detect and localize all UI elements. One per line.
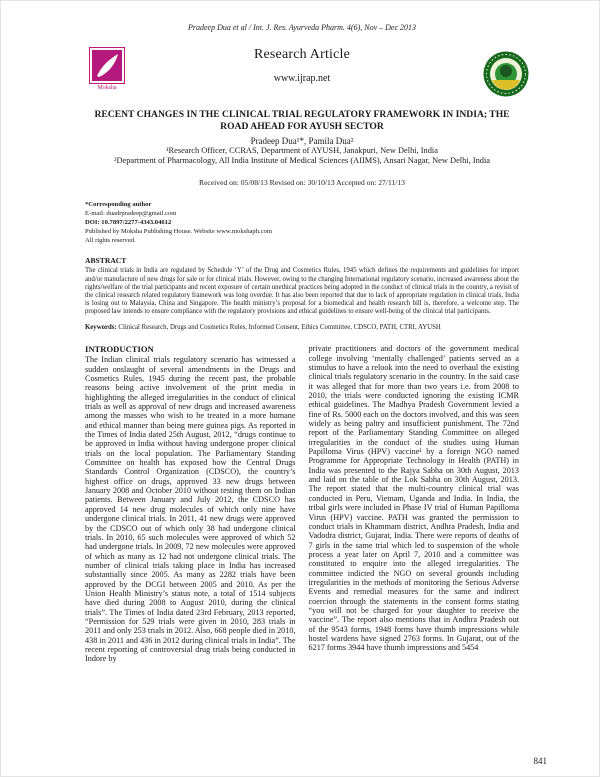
affiliation-1: ¹Research Officer, CCRAS, Department of AYUSH, Janakpuri, New Delhi, India <box>166 145 438 155</box>
article-title: RECENT CHANGES IN THE CLINICAL TRIAL REGULATORY FRAMEWORK IN INDIA; THE ROAD AHEAD FOR AYUSH SECTOR <box>94 109 510 133</box>
introduction-heading: INTRODUCTION <box>85 344 154 355</box>
authors-line: Pradeep Dua¹*, Pamila Dua² <box>250 135 354 146</box>
introduction-left-text: The Indian clinical trials regulatory scenario has witnessed a sudden onslaught of several amendments in the Drugs and Cosmetics Rules, 1945 during the recent past, the probable reasons being active involvement of the print media in highlighting the alleged irregularities in the conduct of clinical trials as well as approval of new drugs and increased awareness among the masses who wish to be treated in a more humane and ethical manner than being mere guinea pigs. As reported in the Times of India dated 25th August, 2012, “drugs continue to be approved in India without having undergone proper clinical trials on the local population. The Parliamentary Standing Committee on health has exposed how the Central Drugs Standards Control Organization (CDSCO), the country’s highest office on drugs, approved 33 new drugs between January 2008 and October 2010 without testing them on Indian patients. Between January and July 2012, the CDSCO has approved 14 new drug molecules of which only nine have undergone clinical trials. In 2011, 41 new drugs were approved by the CDSCO out of which only 38 had undergone clinical trials. In 2010, 65 such molecules were approved of which 52 had undergone trials. In 2009, 72 new molecules were approved of which as many as 12 had not undergone clinical trials. The number of clinical trials taking place in India has increased substantially since 2005. As many as 2282 trials have been approved by the DCGI between 2005 and 2010. As per the Union Health Ministry’s status note, a total of 1514 subjects have died during 2008 to August 2010, during the clinical trials”. The Times of India dated 23rd February, 2013 reported, “Permission for 529 trials were given in 2010, 283 trials in 2011 and only 253 trials in 2012. Also, 668 people died in 2010, 438 in 2011 and 436 in 2012 during clinical trials in India”. The recent reporting of controversial drug trials being conducted in Indore by <box>85 355 296 664</box>
article-body <box>85 344 519 748</box>
corresponding-author-label: *Corresponding author <box>85 200 152 208</box>
article-type-heading: Research Article <box>253 47 351 62</box>
rights-line: All rights reserved. <box>85 236 136 244</box>
corresponding-email[interactable]: E-mail: duadrpradeep@gmail.com <box>85 209 177 217</box>
journal-emblem <box>483 51 529 102</box>
doi-line: DOI: 10.7897/2277-4343.04612 <box>85 218 172 226</box>
correspondence-block <box>85 201 519 245</box>
page-number: 841 <box>533 756 547 766</box>
affiliation-2: ²Department of Pharmacology, All India Institute of Medical Sciences (AIIMS), Ansari Nagar, New Delhi, India <box>113 156 491 166</box>
running-head: Pradeep Dua et al / Int. J. Res. Ayurveda Pharm. 4(6), Nov – Dec 2013 <box>187 23 417 32</box>
journal-emblem-icon <box>483 51 529 97</box>
svg-text:Moksha: Moksha <box>97 85 117 91</box>
keywords-text: Clinical Research, Drugs and Cosmetics Rules, Informed Consent, Ethics Committee, CDSCO, PATH, CTRI, AYUSH <box>116 324 441 332</box>
introduction-right-text: private practitioners and doctors of the government medical college involving ‘mentally challenged’ patients served as a stimulus to have a relook into the need to overhaul the existing clinical trials regulatory scenario in the country. In the said case it was alleged that for more than two years i.e. from 2008 to 2010, the trials were conducted ignoring the existing ICMR ethical guidelines. The Madhya Pradesh Government levied a fine of Rs. 5000 each on the doctors involved, and this was seen widely as being paltry and insufficient punishment. The 72nd report of the Parliamentary Standing Committee on alleged irregularities in the conduct of the studies using Human Papilloma Virus (HPV) vaccine¹ by a foreign NGO named Programme for Appropriate Technology in Health (PATH) in India was presented to the Rajya Sabha on 30th August, 2013 and laid on the table of the Lok Sabha on 30th August, 2013. The report stated that the multi-country clinical trial was conducted in Peru, Vietnam, Uganda and India. In India, the tribal girls were included in Phase IV trial of Human Papilloma Virus (HPV) vaccine. PATH was granted the permission to conduct trials in Khammam district, Andhra Pradesh, India and Vadodra district, Gujarat, India. There were reports of deaths of 7 girls in the same trial which led to suspension of the whole process a year later on April 7, 2010 and a committee was constituted to enquire into the alleged irregularities. The committee indicted the NGO on several grounds including irregularities in the methods of monitoring the Serious Adverse Events and remedial measures for the same and indirect coercion through the statements in the consent forms stating “you will not be charged for your daughter to receive the vaccine”. The report also mentions that in Andhra Pradesh out of the 9543 forms, 1948 forms have thumb impressions while hostel wardens have signed 2763 forms. In Gujarat, out of the 6217 forms 3944 have thumb impressions and 5454 <box>308 344 519 653</box>
moksha-publisher-logo <box>89 47 125 96</box>
journal-website-link[interactable]: www.ijrap.net <box>273 73 331 84</box>
moksha-logo-icon <box>89 47 125 91</box>
publisher-line: Published by Moksha Publishing House. Website www.mokshaph.com <box>85 227 273 235</box>
abstract-text: The clinical trials in India are regulated by Schedule ‘Y’ of the Drug and Cosmetics Rules, 1945 which defines the requirements and guidelines for import and/or manufacture of new drugs for sale or for clinical trials. However, owing to the changing International regulatory scenario, increased awareness about the rights/welfare of the trial participants and recent exposure of certain unethical practices being adopted in the conduct of clinical trials in the country, a revisit of the clinical research related regulatory framework was long overdue. It has also been reported that due to lack of appropriate regulation in clinical trials, India is losing out to Malaysia, China and Singapore. The health ministry’s proposal for a biomedical and health research bill is, therefore, a welcome step. The proposed law intends to ensure compliance with the regulatory provisions and ethical guidelines to ensure well-being of the clinical trial participants. <box>85 267 519 316</box>
abstract-heading: ABSTRACT <box>85 256 127 266</box>
article-dates: Received on: 05/08/13 Revised on: 30/10/13 Accepted on: 27/11/13 <box>199 177 405 187</box>
keywords-label: Keywords: <box>85 324 117 332</box>
right-column <box>309 344 520 748</box>
keywords-line <box>85 324 519 331</box>
left-column <box>85 344 296 748</box>
